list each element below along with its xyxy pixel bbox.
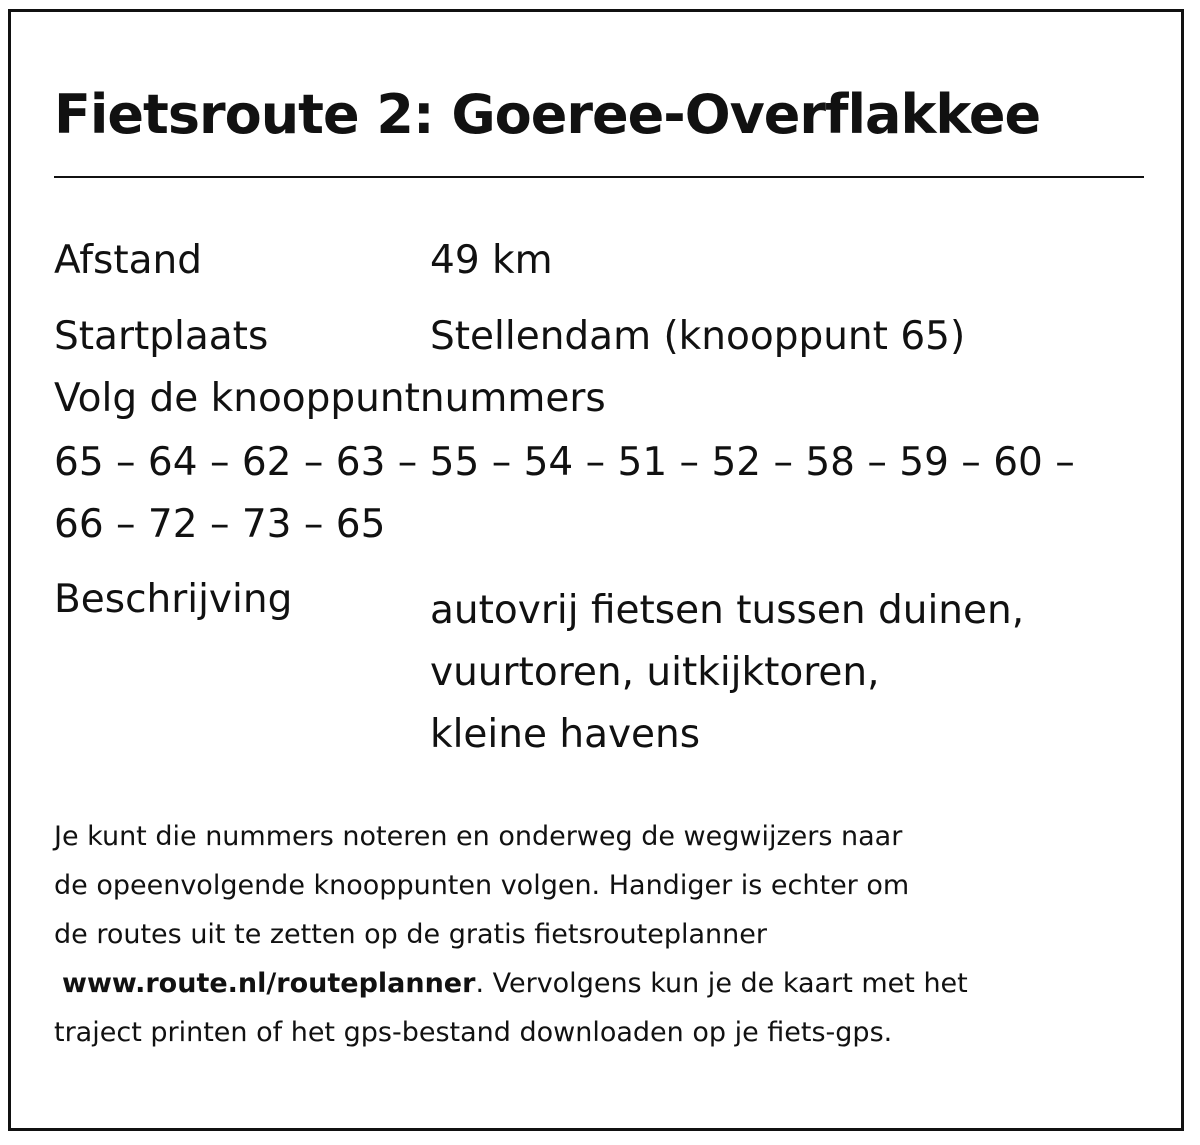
note-line: traject printen of het gps-bestand downloaden op je fiets-gps. xyxy=(54,1017,893,1048)
note-line: Je kunt die nummers noteren en onderweg de wegwijzers naar xyxy=(54,821,903,852)
description-line: vuurtoren, uitkijktoren, xyxy=(430,650,880,695)
node-sequence-line-1: 65 – 64 – 62 – 63 – 55 – 54 – 51 – 52 – 58 – 59 – 60 – xyxy=(54,440,1075,485)
note-line xyxy=(54,959,968,1008)
description-label: Beschrijving xyxy=(54,577,293,622)
distance-label: Afstand xyxy=(54,238,203,283)
routeplanner-link[interactable]: www.route.nl/routeplanner xyxy=(62,968,476,999)
page-title: Fietsroute 2: Goeree-Overflakkee xyxy=(54,83,1041,146)
follow-label: Volg de knooppuntnummers xyxy=(54,376,606,421)
distance-value: 49 km xyxy=(430,238,553,283)
note-line-rest: . Vervolgens kun je de kaart met het xyxy=(475,968,968,999)
note-line: de opeenvolgende knooppunten volgen. Handiger is echter om xyxy=(54,870,910,901)
description-line: autovrij fietsen tussen duinen, xyxy=(430,588,1025,633)
node-sequence-line-2: 66 – 72 – 73 – 65 xyxy=(54,502,386,547)
start-label: Startplaats xyxy=(54,314,269,359)
note-line: de routes uit te zetten op de gratis fietsrouteplanner xyxy=(54,919,767,950)
start-value: Stellendam (knooppunt 65) xyxy=(430,314,966,359)
title-divider xyxy=(54,176,1144,178)
description-value xyxy=(430,580,1024,766)
description-line: kleine havens xyxy=(430,712,701,757)
info-note xyxy=(54,812,968,1057)
